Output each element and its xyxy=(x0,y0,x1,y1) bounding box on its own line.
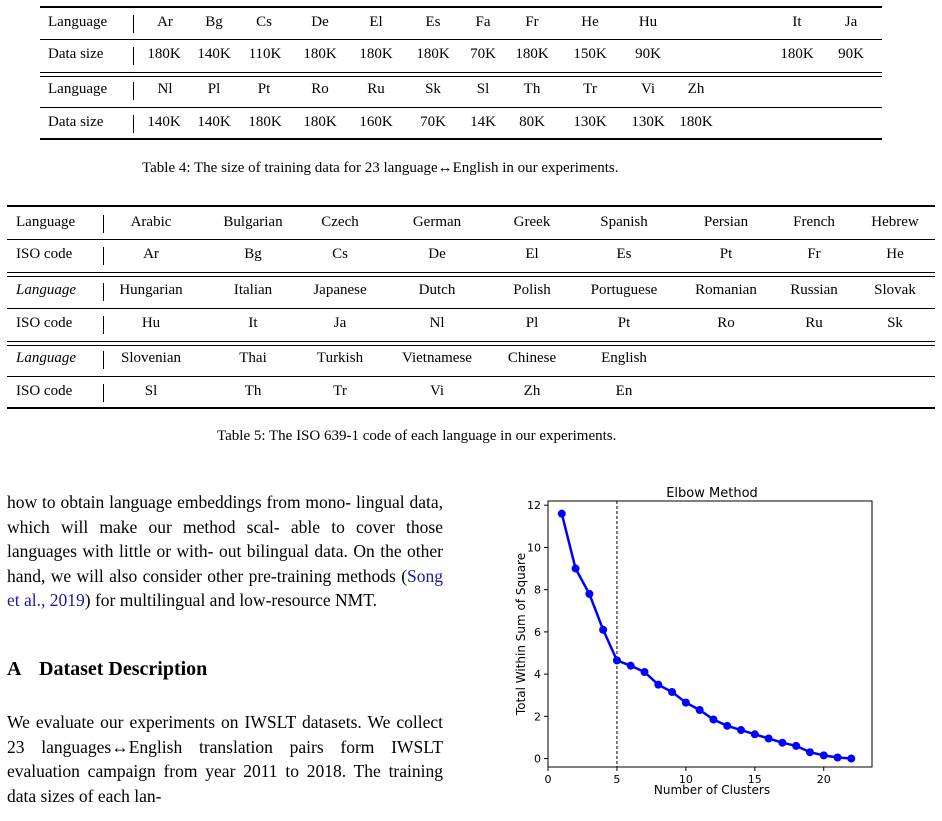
data-point xyxy=(627,662,635,670)
text-line: ) for multilingual and low-resource NMT. xyxy=(84,590,378,610)
row-label: Language xyxy=(48,81,108,97)
y-axis xyxy=(527,499,548,765)
x-tick-label: 15 xyxy=(747,773,762,786)
column-divider xyxy=(133,115,134,133)
table-cell: Romanian xyxy=(695,282,757,298)
table-cell: Greek xyxy=(513,214,551,230)
table-row xyxy=(40,108,882,138)
table-cell: Ru xyxy=(367,81,385,97)
text-line: pairs form IWSLT evaluation campaign from year xyxy=(7,736,444,781)
y-tick-label: 4 xyxy=(534,668,541,682)
table-cell: El xyxy=(369,14,383,30)
data-point xyxy=(558,510,566,518)
table-cell: Japanese xyxy=(313,282,367,298)
table-cell: 180K xyxy=(780,46,814,62)
table-cell: Turkish xyxy=(316,350,364,366)
table-cell: Pt xyxy=(719,246,733,262)
column-divider xyxy=(103,351,104,369)
text-line: 2011 to 2018. The training data sizes of each lan- xyxy=(7,761,444,806)
citation-link[interactable]: Song et al., xyxy=(7,565,444,610)
table-cell: Chinese xyxy=(507,350,557,366)
table-cell: 180K xyxy=(515,46,549,62)
table-cell: Fr xyxy=(807,246,821,262)
table-cell: En xyxy=(615,383,633,399)
table-cell: German xyxy=(412,214,462,230)
table-cell: Fa xyxy=(475,14,491,30)
series-line xyxy=(562,514,852,759)
table-cell: 70K xyxy=(470,46,496,62)
table-cell: 70K xyxy=(420,114,446,130)
table-cell: French xyxy=(793,214,835,230)
table-cell: Thai xyxy=(239,350,267,366)
text-line: how to obtain language embeddings from mono- xyxy=(7,492,352,512)
table-cell: 14K xyxy=(470,114,496,130)
table-cell: 140K xyxy=(197,114,231,130)
data-point xyxy=(572,565,580,573)
y-tick-label: 2 xyxy=(534,710,541,724)
table-cell: Zh xyxy=(523,383,541,399)
data-point xyxy=(847,755,855,763)
data-point xyxy=(751,730,759,738)
data-point xyxy=(765,735,773,743)
table-cell: Czech xyxy=(321,214,359,230)
table-row xyxy=(7,208,935,238)
data-point xyxy=(737,726,745,734)
table-cell: Th xyxy=(523,81,541,97)
column-divider xyxy=(133,82,134,100)
table-cell: Dutch xyxy=(418,282,456,298)
table-cell: He xyxy=(581,14,599,30)
table-cell: Cs xyxy=(256,14,272,30)
citation-link[interactable]: 2019 xyxy=(49,590,85,610)
table-cell: De xyxy=(311,14,329,30)
table-cell: Pt xyxy=(617,315,631,331)
table-row xyxy=(40,40,882,70)
table-cell: Sk xyxy=(425,81,441,97)
table-cell: Vi xyxy=(429,383,445,399)
y-tick-label: 10 xyxy=(527,541,541,555)
table-cell: Italian xyxy=(233,282,273,298)
x-tick-label: 0 xyxy=(544,773,552,786)
data-point xyxy=(778,739,786,747)
y-axis-label: Total Within Sum of Square xyxy=(514,552,528,716)
table-cell: Bg xyxy=(205,14,223,30)
text-line: We evaluate our experiments on IWSLT datasets. xyxy=(7,712,362,732)
text-line: consider other pre-training methods ( xyxy=(142,565,408,586)
table-row xyxy=(7,276,935,306)
table-cell: Hu xyxy=(141,315,161,331)
table-cell: 130K xyxy=(573,114,607,130)
table-cell: Arabic xyxy=(130,214,172,230)
data-point xyxy=(654,681,662,689)
table-cell: Russian xyxy=(790,282,838,298)
table-cell: Ro xyxy=(717,315,735,331)
table-cell: Vi xyxy=(640,81,656,97)
table-cell: Bulgarian xyxy=(223,214,283,230)
row-label: Language xyxy=(16,214,76,230)
table-row xyxy=(40,8,882,38)
table-cell: 90K xyxy=(635,46,661,62)
table-cell: Pl xyxy=(207,81,221,97)
table-cell: Sk xyxy=(887,315,903,331)
data-point xyxy=(834,754,842,762)
table-cell: He xyxy=(886,246,904,262)
row-label: Language xyxy=(16,350,76,366)
table-cell: 140K xyxy=(147,114,181,130)
table-cell: Zh xyxy=(687,81,705,97)
table-cell: Ja xyxy=(844,14,858,30)
table-cell: Cs xyxy=(332,246,348,262)
table-cell: Bg xyxy=(244,246,262,262)
data-point xyxy=(585,590,593,598)
table-cell: El xyxy=(525,246,539,262)
data-point xyxy=(696,706,704,714)
table-double-rule xyxy=(7,272,935,273)
table-cell: Ar xyxy=(143,246,159,262)
table-cell: 180K xyxy=(359,46,393,62)
table-cell: Fr xyxy=(525,14,539,30)
column-divider xyxy=(103,384,104,402)
column-divider xyxy=(133,15,134,33)
table-cell: Hungarian xyxy=(119,282,183,298)
table-cell: 180K xyxy=(248,114,282,130)
paragraph xyxy=(7,490,443,613)
column-divider xyxy=(103,247,104,265)
table-cell: Es xyxy=(425,14,441,30)
table-cell: 160K xyxy=(359,114,393,130)
table-cell: 180K xyxy=(416,46,450,62)
section-title: Dataset Description xyxy=(39,658,208,680)
table-cell: Es xyxy=(616,246,632,262)
body-text xyxy=(7,490,443,613)
y-tick-label: 0 xyxy=(534,752,541,766)
table-cell: Polish xyxy=(513,282,551,298)
data-point xyxy=(820,751,828,759)
table-row xyxy=(40,75,882,105)
table-cell: 140K xyxy=(197,46,231,62)
body-text xyxy=(7,710,443,808)
table-cell: 180K xyxy=(147,46,181,62)
table-cell: 80K xyxy=(519,114,545,130)
table-cell: 180K xyxy=(679,114,713,130)
table-cell: 180K xyxy=(303,46,337,62)
data-point xyxy=(792,742,800,750)
data-point xyxy=(723,722,731,730)
table-row xyxy=(7,309,935,339)
table-cell: Tr xyxy=(583,81,597,97)
table-bottom-rule xyxy=(7,407,935,409)
table-cell: Slovenian xyxy=(121,350,181,366)
table-cell: It xyxy=(248,315,258,331)
column-divider xyxy=(133,47,134,65)
table-cell: English xyxy=(601,350,647,366)
data-point xyxy=(668,688,676,696)
table-double-rule xyxy=(7,341,935,342)
data-point xyxy=(613,656,621,664)
x-tick-label: 10 xyxy=(678,773,693,786)
table-cell: Spanish xyxy=(600,214,648,230)
text-line: able to cover those languages with little or with- xyxy=(7,516,443,561)
text-line: out bilingual data. On the other hand, we will also xyxy=(7,541,444,586)
data-point xyxy=(599,626,607,634)
plot-frame xyxy=(548,501,872,767)
y-tick-label: 12 xyxy=(527,499,541,513)
section-number: A xyxy=(7,658,22,680)
x-axis-label: Number of Clusters xyxy=(653,783,771,797)
table-cell: 130K xyxy=(631,114,665,130)
table-cell: Nl xyxy=(157,81,173,97)
chart-title: Elbow Method xyxy=(666,486,758,501)
table-cell: 180K xyxy=(303,114,337,130)
elbow-chart xyxy=(505,480,885,800)
table-cell: 90K xyxy=(838,46,864,62)
table-cell: Slovak xyxy=(874,282,916,298)
row-label: ISO code xyxy=(16,246,73,262)
table-cell: Ru xyxy=(805,315,823,331)
data-point xyxy=(709,716,717,724)
table-cell: Hu xyxy=(638,14,658,30)
row-label: Language xyxy=(16,282,76,298)
text-line: We collect 23 languages↔English translation xyxy=(7,712,443,757)
table-cell: Persian xyxy=(703,214,749,230)
table-cell: 150K xyxy=(573,46,607,62)
table-row xyxy=(7,344,935,374)
table-cell: Nl xyxy=(429,315,445,331)
row-label: ISO code xyxy=(16,315,73,331)
column-divider xyxy=(103,215,104,233)
table-cell: Sl xyxy=(144,383,158,399)
table-cell: Vietnamese xyxy=(402,350,472,366)
table-cell: Ro xyxy=(311,81,329,97)
table-cell: De xyxy=(428,246,446,262)
table-cell: 110K xyxy=(248,46,282,62)
y-tick-label: 8 xyxy=(534,583,541,597)
x-tick-label: 20 xyxy=(816,773,831,786)
section-heading xyxy=(7,658,207,681)
y-tick-label: 6 xyxy=(534,625,541,639)
series-points xyxy=(558,510,856,763)
row-label: Language xyxy=(48,14,108,30)
paragraph xyxy=(7,710,443,808)
table-cell: Portuguese xyxy=(590,282,658,298)
table-bottom-rule xyxy=(40,138,882,140)
table-top-rule xyxy=(7,205,935,207)
table-cell: Hebrew xyxy=(871,214,919,230)
table-cell: Ja xyxy=(333,315,347,331)
text-line: lingual data, which will make our method scal- xyxy=(7,492,443,537)
data-point xyxy=(682,699,690,707)
table-cell: Pl xyxy=(525,315,539,331)
column-divider xyxy=(103,316,104,334)
row-label: Data size xyxy=(48,114,104,130)
data-point xyxy=(806,748,814,756)
table-cell: Ar xyxy=(157,14,173,30)
column-divider xyxy=(103,283,104,301)
table-cell: Tr xyxy=(333,383,347,399)
table-cell: Sl xyxy=(476,81,490,97)
data-point xyxy=(641,668,649,676)
x-tick-label: 5 xyxy=(613,773,621,786)
row-label: Data size xyxy=(48,46,104,62)
table-cell: It xyxy=(792,14,802,30)
table-4-caption: Table 4: The size of training data for 23 language↔English in our experiments. xyxy=(142,160,619,176)
table-cell: Pt xyxy=(257,81,271,97)
table-double-rule xyxy=(40,72,882,73)
table-row xyxy=(7,377,935,407)
table-5-caption: Table 5: The ISO 639-1 code of each language in our experiments. xyxy=(217,428,617,444)
table-row xyxy=(7,240,935,270)
row-label: ISO code xyxy=(16,383,73,399)
table-cell: Th xyxy=(244,383,262,399)
